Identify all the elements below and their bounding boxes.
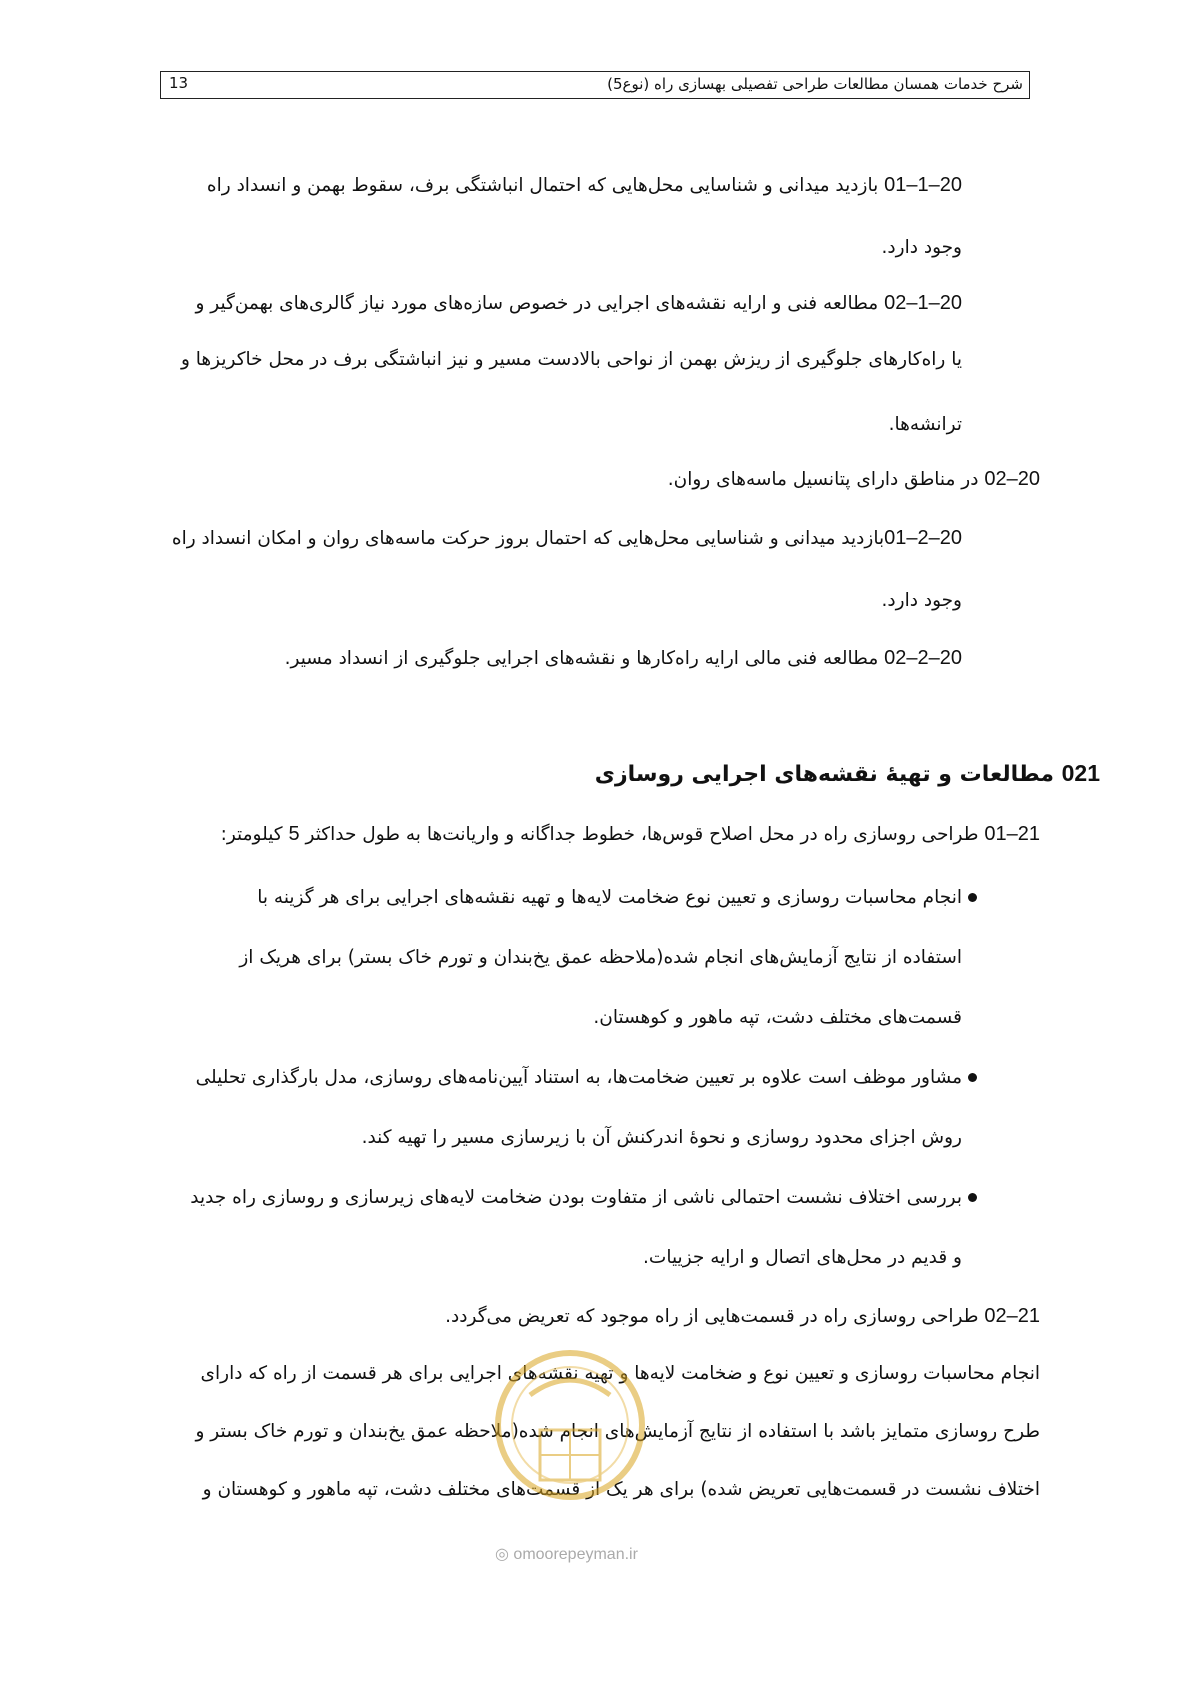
- bullet-icon: [968, 1073, 977, 1082]
- paragraph-line-2: طرح روسازی متمایز باشد با استفاده از نتایج آزمایش‌های انجام شده(ملاحظه عمق یخ‌بندان و تورم خاک بستر و: [195, 1421, 1040, 1442]
- item-20-2-01-cont: وجود دارد.: [881, 590, 962, 611]
- item-20-1-01-cont: وجود دارد.: [881, 237, 962, 258]
- bullet-1-line-1: انجام محاسبات روسازی و تعیین نوع ضخامت لایه‌ها و تهیه نقشه‌های اجرایی برای هر گزینه با: [257, 887, 962, 908]
- bullet-icon: [968, 893, 977, 902]
- bullet-1-line-2: استفاده از نتایج آزمایش‌های انجام شده(ملاحظه عمق یخ‌بندان و تورم خاک بستر) برای هریک از: [239, 947, 962, 968]
- bullet-icon: [968, 1193, 977, 1202]
- paragraph-line-1: انجام محاسبات روسازی و تعیین نوع و ضخامت لایه‌ها و تهیه نقشه‌های اجرایی برای هر قسمت از راه که دارای: [200, 1363, 1040, 1384]
- item-20-1-02-cont: یا راه‌کارهای جلوگیری از ریزش بهمن از نواحی بالادست مسیر و نیز انباشتگی برف در محل خاکریزها و: [180, 349, 962, 370]
- bullet-3-line-2: و قدیم در محل‌های اتصال و ارایه جزییات.: [643, 1247, 962, 1268]
- bullet-2-line-2: روش اجزای محدود روسازی و نحوهٔ اندرکنش آن با زیرسازی مسیر را تهیه کند.: [361, 1127, 962, 1148]
- globe-icon: ◎: [495, 1546, 509, 1563]
- bullet-3-line-1: بررسی اختلاف نشست احتمالی ناشی از متفاوت بودن ضخامت لایه‌های زیرسازی و روسازی راه جدید: [190, 1187, 962, 1208]
- item-20-1-02-end: ترانشه‌ها.: [888, 414, 962, 435]
- item-20-2-01: 20–2–01بازدید میدانی و شناسایی محل‌هایی که احتمال بروز حرکت ماسه‌های روان و امکان انسداد راه: [171, 527, 962, 549]
- paragraph-line-3: اختلاف نشست در قسمت‌هایی تعریض شده) برای هر یک از قسمت‌های مختلف دشت، تپه ماهور و کوهستان و: [202, 1479, 1040, 1500]
- watermark-site: ◎ omoorepeyman.ir: [495, 1546, 638, 1563]
- section-heading-021: 021 مطالعات و تهیهٔ نقشه‌های اجرایی روسازی: [594, 760, 1100, 787]
- item-21-01: 21–01 طراحی روسازی راه در محل اصلاح قوس‌ها، خطوط جداگانه و واریانت‌ها به طول حداکثر 5 کیلومتر:: [220, 823, 1040, 845]
- page-number: 13: [169, 74, 189, 92]
- header-title: شرح خدمات همسان مطالعات طراحی تفصیلی بهسازی راه (نوع5): [607, 75, 1023, 93]
- page-header: [160, 71, 1030, 99]
- section-20-02: 20–02 در مناطق دارای پتانسیل ماسه‌های روان.: [667, 468, 1040, 490]
- item-20-1-01: 20–1–01 بازدید میدانی و شناسایی محل‌هایی که احتمال انباشتگی برف، سقوط بهمن و انسداد راه: [206, 174, 962, 196]
- item-20-2-02: 20–2–02 مطالعه فنی مالی ارایه راه‌کارها و نقشه‌های اجرایی جلوگیری از انسداد مسیر.: [284, 647, 962, 669]
- item-20-1-02: 20–1–02 مطالعه فنی و ارایه نقشه‌های اجرایی در خصوص سازه‌های مورد نیاز گالری‌های بهمن‌گیر و: [195, 292, 962, 314]
- item-21-02: 21–02 طراحی روسازی راه در قسمت‌هایی از راه موجود که تعریض می‌گردد.: [445, 1305, 1040, 1327]
- bullet-1-line-3: قسمت‌های مختلف دشت، تپه ماهور و کوهستان.: [593, 1007, 962, 1028]
- watermark-logo-icon: [490, 1335, 650, 1515]
- bullet-2-line-1: مشاور موظف است علاوه بر تعیین ضخامت‌ها، به استناد آیین‌نامه‌های روسازی، مدل بارگذاری تحلیلی: [195, 1067, 962, 1088]
